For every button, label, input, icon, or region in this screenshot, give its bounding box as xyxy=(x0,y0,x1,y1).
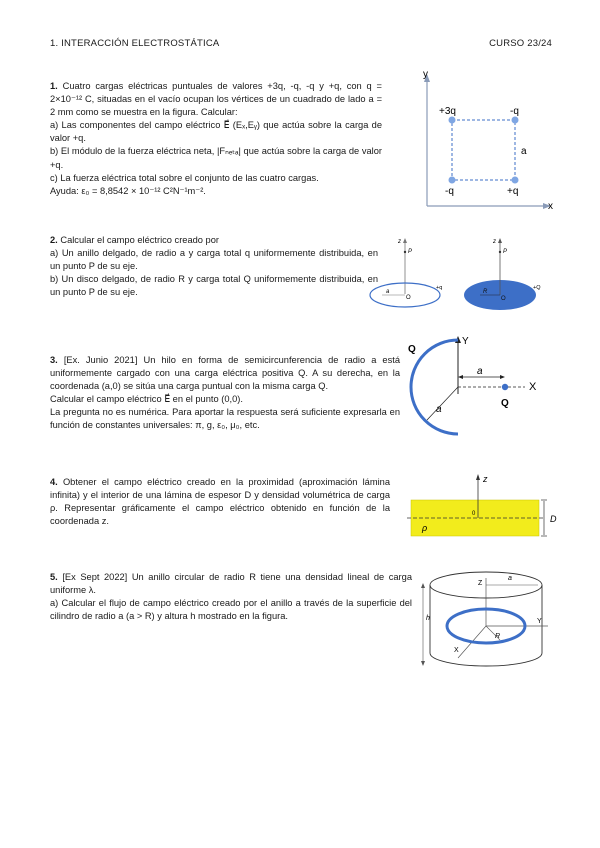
p5-cylinder-bottom xyxy=(430,653,542,666)
problem-1-part-c: c) La fuerza eléctrica total sobre el conjunto de las cuatro cargas. xyxy=(50,172,319,183)
p3-distance-arrowhead-right xyxy=(500,375,505,379)
problem-3 xyxy=(50,354,400,433)
p1-label-bottom-right: +q xyxy=(507,186,519,197)
p3-distance-arrowhead-left xyxy=(458,375,463,379)
problem-2-part-a: a) Un anillo delgado, de radio a y carga total q uniformemente distribuida, en un punto P de su eje. xyxy=(50,248,378,272)
p2-ring-z-arrow xyxy=(403,238,407,243)
p4-origin-label: 0 xyxy=(472,511,476,517)
problem-3-intro: [Ex. Junio 2021] Un hilo en forma de semicircunferencia de radio a está uniformemente cargado con una carga eléctrica positiva Q. A su derecha, en la coordenada (a,0) se sitúa una carga puntual con la misma carga Q. xyxy=(50,355,400,392)
p5-height-arrow-bottom xyxy=(421,661,425,666)
p3-wire-label: Q xyxy=(408,344,416,355)
problem-4-figure xyxy=(405,464,560,549)
problem-3-figure xyxy=(405,332,555,442)
problem-4-number: 4. xyxy=(50,477,58,487)
p5-cyl-radius-label: a xyxy=(508,575,512,582)
problem-5-number: 5. xyxy=(50,572,58,582)
problem-1-figure xyxy=(415,68,565,213)
problem-1-intro: Cuatro cargas eléctricas puntuales de valores +3q, -q, -q y +q, con q = 2×10⁻¹² C, situadas en el vacío ocupan los vértices de un cuadrado de lado a = 2 mm como se muestra en la figura. Calcular: xyxy=(50,81,382,118)
problem-3-note: La pregunta no es numérica. Para aportar la respuesta será suficiente expresarla en función de constantes universales: π, g, ε₀, μ₀, etc. xyxy=(50,407,400,431)
p2-ring-center-label: O xyxy=(406,295,411,301)
p3-distance-label: a xyxy=(477,366,483,377)
p1-label-top-right: -q xyxy=(510,106,519,117)
p2-disk-point-p xyxy=(499,251,501,253)
p2-disk-charge-label: +Q xyxy=(533,285,541,291)
p5-z-label: Z xyxy=(478,580,483,587)
p3-radius-label: a xyxy=(436,404,442,415)
p1-y-label: y xyxy=(423,69,428,80)
problem-1-part-a: a) Las componentes del campo eléctrico E⃗ (Eₓ,Eᵧ) que actúa sobre la carga de valor +q. xyxy=(50,120,382,144)
problem-3-task: Calcular el campo eléctrico E⃗ en el punto (0,0). xyxy=(50,394,243,405)
p3-y-label: Y xyxy=(462,336,469,347)
problem-4 xyxy=(50,476,390,528)
p1-label-top-left: +3q xyxy=(439,106,456,117)
p5-y-label: Y xyxy=(537,618,542,625)
p5-ring-radius-label: R xyxy=(495,633,501,640)
problem-5-statement xyxy=(50,571,412,597)
p3-x-label: X xyxy=(529,381,537,393)
p1-square xyxy=(452,120,515,180)
problem-1-statement xyxy=(50,80,382,119)
p5-height-label: h xyxy=(426,615,430,622)
p3-point-charge xyxy=(502,384,508,390)
p2-disk-center-label: O xyxy=(501,296,506,302)
course-year-header: CURSO 23/24 xyxy=(489,38,552,49)
p5-x-label: X xyxy=(454,647,459,654)
problem-2-part-b: b) Un disco delgado, de radio R y carga total Q uniformemente distribuida, en un punto P de su eje. xyxy=(50,274,378,298)
p4-density-label: ρ xyxy=(422,523,428,533)
p1-side-label: a xyxy=(521,146,527,157)
p5-height-arrow-top xyxy=(421,583,425,588)
problem-2-intro: Calcular el campo eléctrico creado por xyxy=(60,235,219,245)
problem-2-statement xyxy=(50,234,378,247)
p2-ring-charge-label: +q xyxy=(436,285,443,291)
problem-3-statement xyxy=(50,354,400,393)
p1-charge-top-left xyxy=(449,117,456,124)
p4-z-label: z xyxy=(483,474,488,484)
p2-disk-p-label: P xyxy=(503,249,508,255)
problem-5-figure xyxy=(420,568,560,678)
p2-disk-z-label: z xyxy=(493,239,496,245)
problem-3-number: 3. xyxy=(50,355,58,365)
p1-charge-bottom-right xyxy=(512,177,519,184)
problem-4-text: Obtener el campo eléctrico creado en la proximidad (aproximación lámina infinita) y el interior de una lámina de espesor D y densidad volumétrica de carga ρ. Representar gráficamente el campo eléctrico obtenido en función de la coordenada z. xyxy=(50,477,390,527)
p2-ring-radius-label: a xyxy=(386,289,390,295)
p1-x-label: x xyxy=(548,201,553,212)
p2-ring-z-label: z xyxy=(398,239,401,245)
p4-thickness-label: D xyxy=(550,514,557,524)
p1-charge-bottom-left xyxy=(449,177,456,184)
problem-5 xyxy=(50,571,412,623)
problem-5-intro: [Ex Sept 2022] Un anillo circular de radio R tiene una densidad lineal de carga uniforme λ. xyxy=(50,572,412,596)
problem-2 xyxy=(50,234,378,299)
problem-5-part-a: a) Calcular el flujo de campo eléctrico creado por el anillo a través de la superficie del cilindro de radio a (a > R) y altura h mostrado en la figura. xyxy=(50,598,412,622)
p4-z-arrow xyxy=(476,474,480,480)
p3-point-charge-label: Q xyxy=(501,398,509,409)
problem-1 xyxy=(50,80,382,198)
problem-2-figure xyxy=(362,232,562,317)
problem-1-part-b: b) El módulo de la fuerza eléctrica neta, |Fₙₑₜₐ| que actúa sobre la carga de valor +q. xyxy=(50,146,382,170)
p2-ring-point-p xyxy=(404,251,406,253)
problem-2-number: 2. xyxy=(50,235,58,245)
p2-disk-z-arrow xyxy=(498,238,502,243)
problem-1-hint: Ayuda: ε₀ = 8,8542 × 10⁻¹² C²N⁻¹m⁻². xyxy=(50,185,206,196)
p3-radius-line xyxy=(427,387,458,420)
problem-1-number: 1. xyxy=(50,81,58,91)
p1-label-bottom-left: -q xyxy=(445,186,454,197)
course-topic-header: 1. INTERACCIÓN ELECTROSTÁTICA xyxy=(50,38,220,49)
p2-ring-p-label: P xyxy=(408,249,413,255)
p2-disk-radius-label: R xyxy=(483,289,488,295)
problem-4-statement xyxy=(50,476,390,528)
p3-semicircle-wire xyxy=(411,340,458,434)
p1-charge-top-right xyxy=(512,117,519,124)
